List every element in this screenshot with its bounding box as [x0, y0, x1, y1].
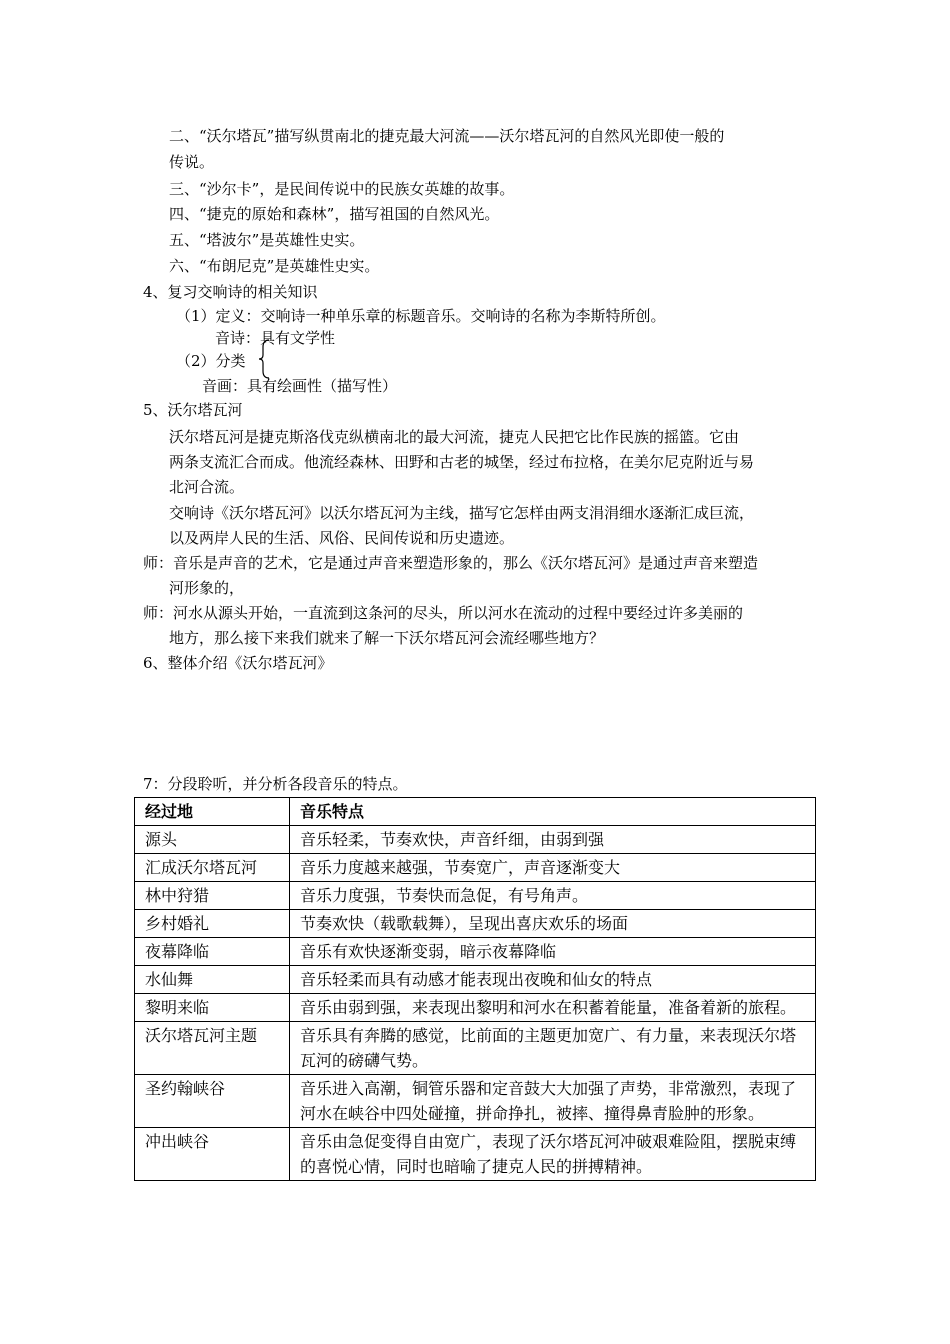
text-line: 河形象的，: [169, 579, 245, 597]
text-line: 六、“布朗尼克”是英雄性史实。: [169, 257, 380, 275]
text-line: 师：音乐是声音的艺术，它是通过声音来塑造形象的，那么《沃尔塔瓦河》是通过声音来塑造: [143, 554, 759, 572]
table-cell: 音乐轻柔，节奏欢快，声音纤细，由弱到强: [290, 826, 816, 854]
text-line: 以及两岸人民的生活、风俗、民间传说和历史遗迹。: [169, 529, 515, 547]
text-line: （2）分类: [176, 352, 246, 370]
text-line: 五、“塔波尔”是英雄性史实。: [169, 231, 365, 249]
table-cell: 水仙舞: [135, 966, 290, 994]
table-cell: 夜幕降临: [135, 938, 290, 966]
table-cell: 音乐由弱到强，来表现出黎明和河水在积蓄着能量，准备着新的旅程。: [290, 994, 816, 1022]
text-line: 三、“沙尔卡”，是民间传说中的民族女英雄的故事。: [169, 180, 515, 198]
table-cell: 音乐力度越来越强，节奏宽广，声音逐渐变大: [290, 854, 816, 882]
table-row: [135, 966, 816, 994]
table-cell: 林中狩猎: [135, 882, 290, 910]
text-line: 地方，那么接下来我们就来了解一下沃尔塔瓦河会流经哪些地方？: [169, 629, 605, 647]
table-cell: 音乐力度强，节奏快而急促，有号角声。: [290, 882, 816, 910]
music-table: [134, 797, 816, 1181]
text-line: 沃尔塔瓦河是捷克斯洛伐克纵横南北的最大河流，捷克人民把它比作民族的摇篮。它由: [169, 428, 740, 446]
brace-icon: [258, 339, 270, 379]
table-cell: 音乐由急促变得自由宽广，表现了沃尔塔瓦河冲破艰难险阻，摆脱束缚的喜悦心情，同时也暗喻了捷克人民的拼搏精神。: [290, 1128, 816, 1181]
table-row: [135, 826, 816, 854]
table-cell: 乡村婚礼: [135, 910, 290, 938]
text-line: （1）定义：交响诗一种单乐章的标题音乐。交响诗的名称为李斯特所创。: [176, 307, 666, 325]
text-line: 音画：具有绘画性（描写性）: [202, 377, 398, 395]
section-heading: 6、整体介绍《沃尔塔瓦河》: [143, 654, 333, 672]
table-cell: 音乐轻柔而具有动感才能表现出夜晚和仙女的特点: [290, 966, 816, 994]
text-line: 北河合流。: [169, 478, 245, 496]
table-row: [135, 882, 816, 910]
text-line: 两条支流汇合而成。他流经森林、田野和古老的城堡，经过布拉格，在美尔尼克附近与易: [169, 453, 755, 471]
table-row: [135, 938, 816, 966]
table-row: [135, 1022, 816, 1075]
table-cell: 沃尔塔瓦河主题: [135, 1022, 290, 1075]
table-cell: 汇成沃尔塔瓦河: [135, 854, 290, 882]
section-heading: 7：分段聆听，并分析各段音乐的特点。: [143, 775, 408, 793]
table-row: [135, 994, 816, 1022]
table-cell: 音乐有欢快逐渐变弱，暗示夜幕降临: [290, 938, 816, 966]
text-line: 师：河水从源头开始，一直流到这条河的尽头，所以河水在流动的过程中要经过许多美丽的: [143, 604, 744, 622]
text-line: 四、“捷克的原始和森林”，描写祖国的自然风光。: [169, 205, 500, 223]
section-heading: 5、沃尔塔瓦河: [143, 401, 243, 419]
text-line: 交响诗《沃尔塔瓦河》以沃尔塔瓦河为主线，描写它怎样由两支涓涓细水逐渐汇成巨流，: [169, 504, 755, 522]
table-header: 经过地: [135, 798, 290, 826]
table-cell: 冲出峡谷: [135, 1128, 290, 1181]
table-cell: 节奏欢快（载歌载舞），呈现出喜庆欢乐的场面: [290, 910, 816, 938]
table-row: [135, 1075, 816, 1128]
table-header-row: [135, 798, 816, 826]
text-line: 传说。: [169, 153, 215, 171]
text-line: 音诗：具有文学性: [215, 329, 336, 347]
table-row: [135, 910, 816, 938]
table-cell: 黎明来临: [135, 994, 290, 1022]
section-heading: 4、复习交响诗的相关知识: [143, 283, 318, 301]
text-line: 二、“沃尔塔瓦”描写纵贯南北的捷克最大河流——沃尔塔瓦河的自然风光即使一般的: [169, 127, 725, 145]
table-cell: 音乐具有奔腾的感觉，比前面的主题更加宽广、有力量，来表现沃尔塔瓦河的磅礴气势。: [290, 1022, 816, 1075]
table-row: [135, 854, 816, 882]
table-row: [135, 1128, 816, 1181]
table-cell: 音乐进入高潮，铜管乐器和定音鼓大大加强了声势，非常激烈，表现了河水在峡谷中四处碰撞，拼命挣扎，被摔、撞得鼻青脸肿的形象。: [290, 1075, 816, 1128]
table-cell: 源头: [135, 826, 290, 854]
table-cell: 圣约翰峡谷: [135, 1075, 290, 1128]
table-header: 音乐特点: [290, 798, 816, 826]
